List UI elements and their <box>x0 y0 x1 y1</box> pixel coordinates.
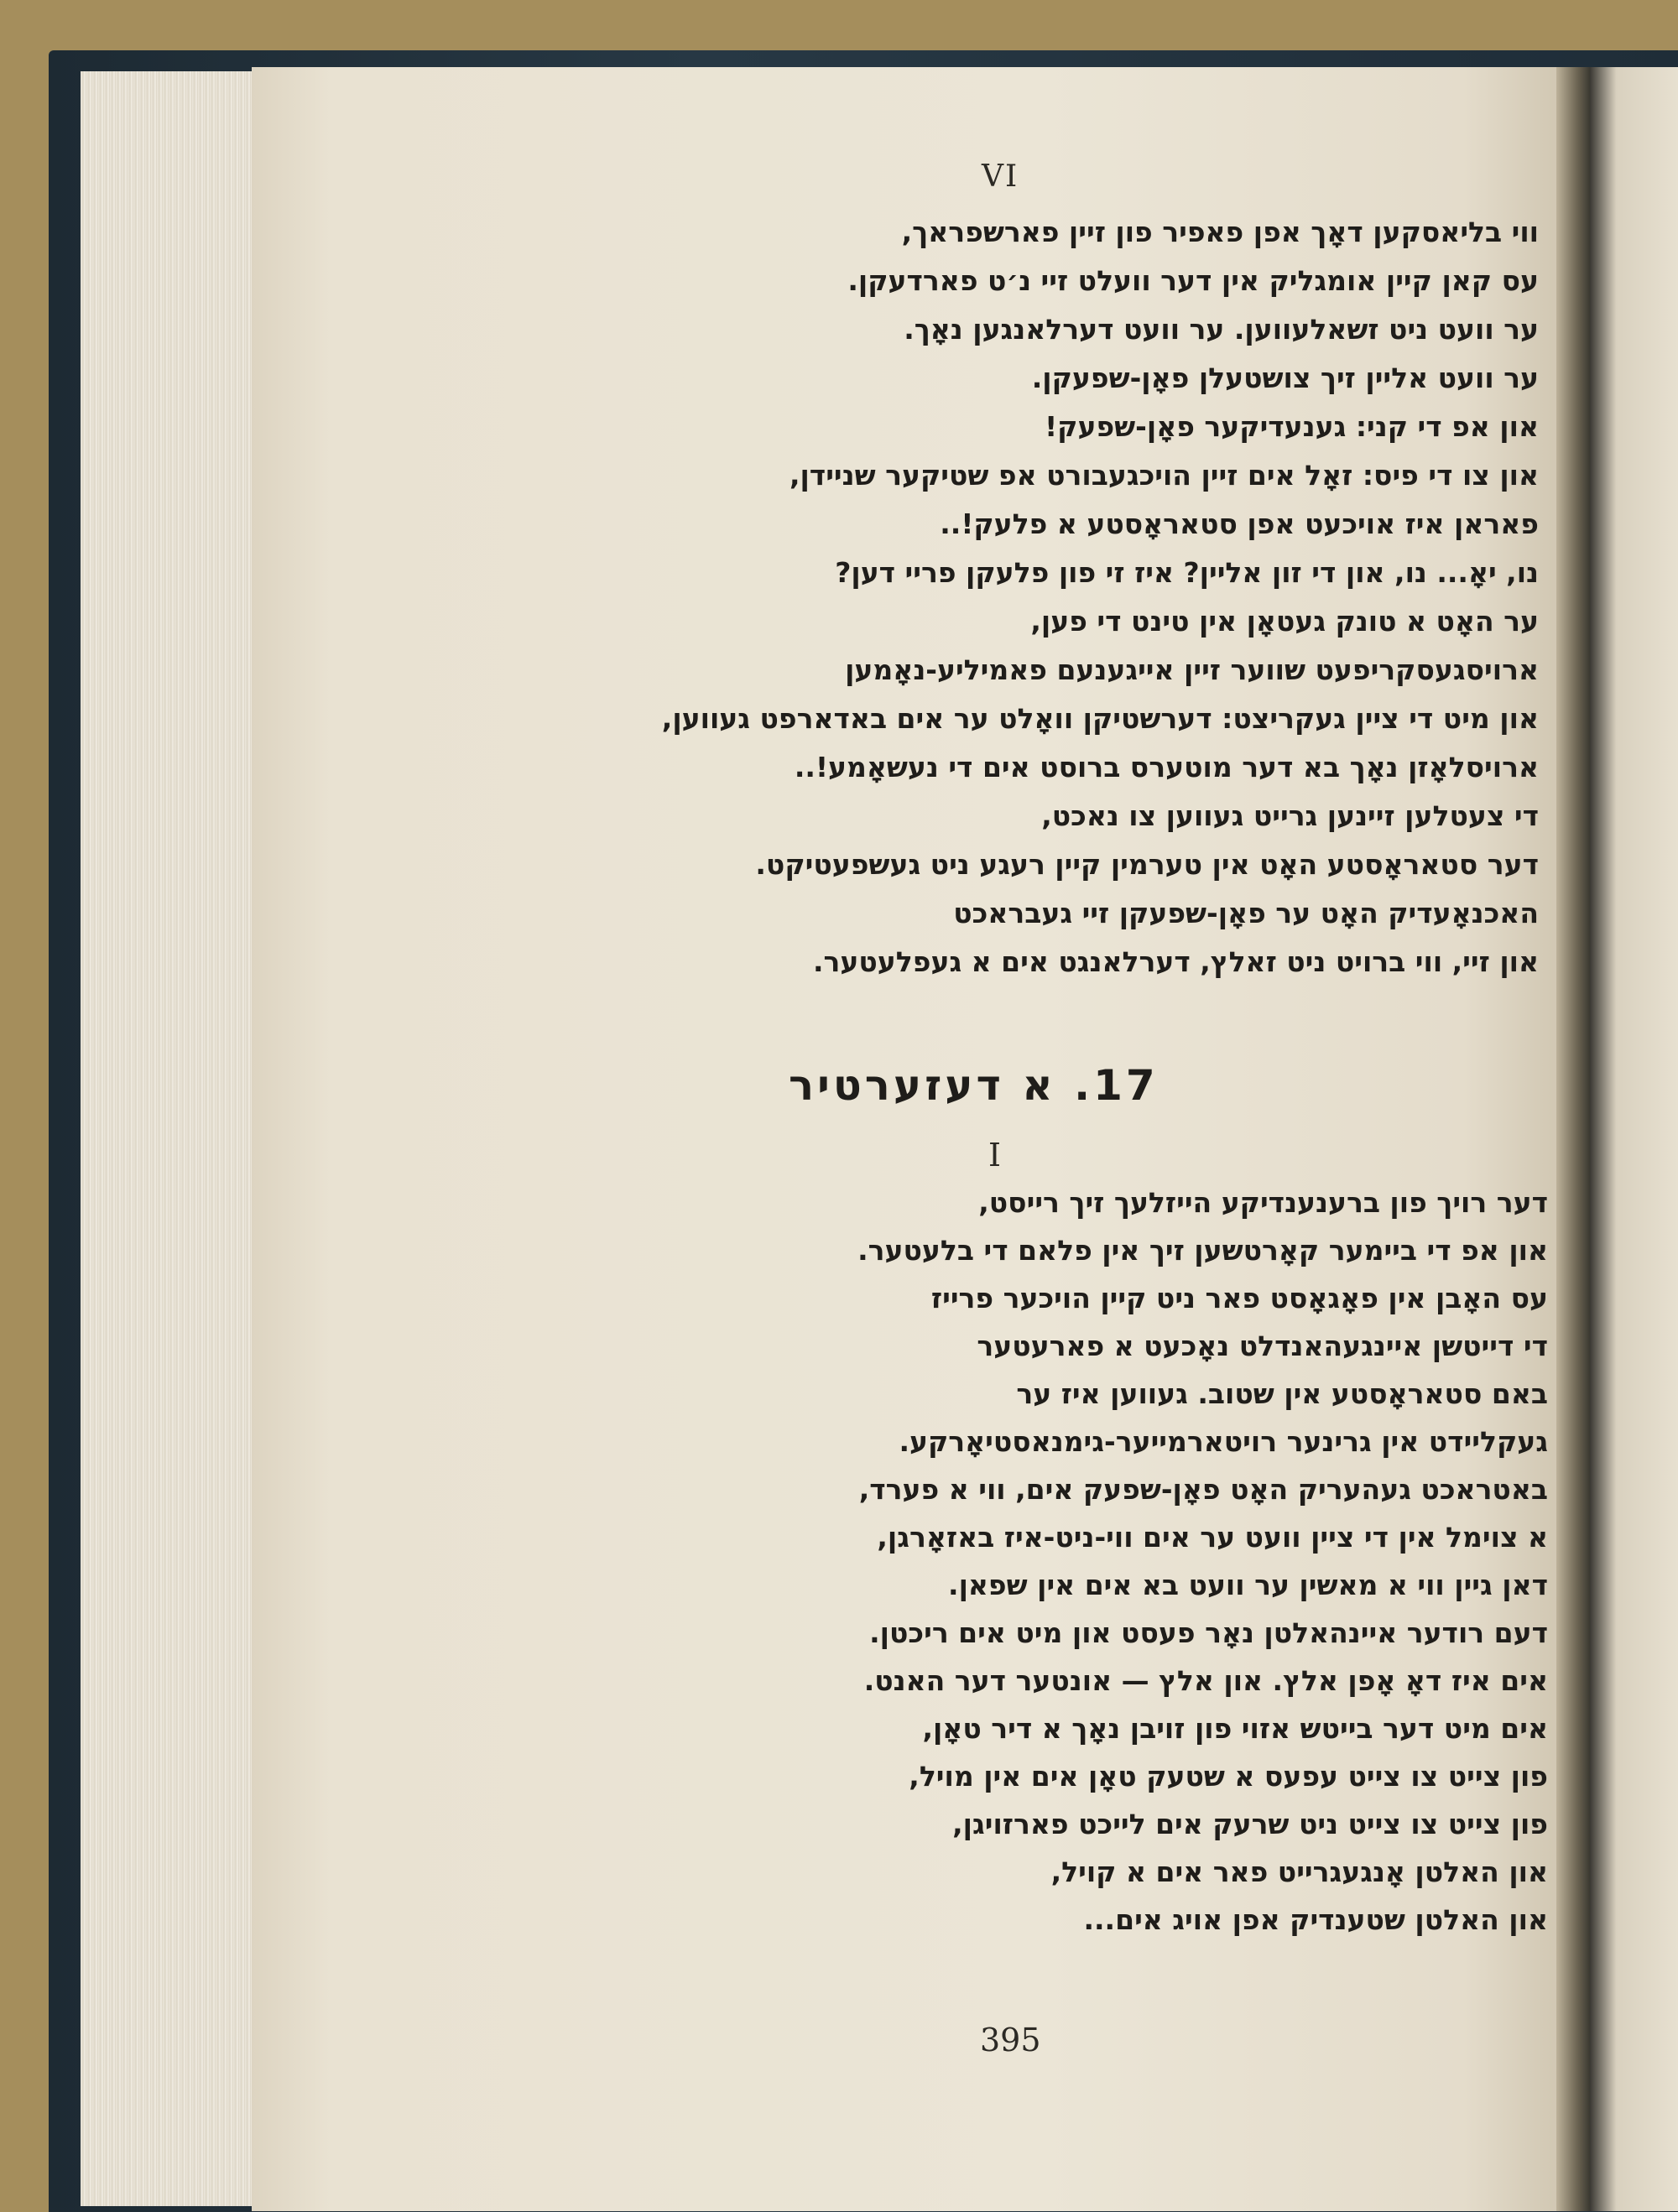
poem-line: ארויסגעסקריפעט שווער זיין אייגענעם פאמיליע-נאָמען <box>845 653 1539 686</box>
poem-line: דער רויך פון ברענענדיקע הייזלעך זיך רייסט, <box>978 1186 1548 1219</box>
poem-line: די צעטלען זיינען גרייט געווען צו נאכט, <box>1041 799 1539 832</box>
poem-line: דער סטאראָסטע האָט אין טערמין קיין רעגע ניט געשפעטיקט. <box>755 848 1539 881</box>
poem-line: פון צייט צו צייט ניט שרעק אים לייכט פארזויגן, <box>952 1808 1548 1840</box>
poem-line: ער וועט ניט זשאלעווען. ער וועט דערלאנגען נאָך. <box>904 313 1539 346</box>
page-header: VI <box>982 159 1019 194</box>
poem-line: דאן גיין ווי א מאשין ער וועט בא אים אין שפאן. <box>948 1569 1548 1601</box>
poem-line: פאראן איז אויכעט אפן סטאראָסטע א פלעק!.. <box>940 507 1539 540</box>
poem-line: און האלטן שטענדיק אפן אויג אים... <box>1083 1903 1548 1936</box>
poem-line: א צוימל אין די ציין וועט ער אים ווי-ניט-איז באזאָרגן, <box>877 1521 1548 1554</box>
poem-line: פון צייט צו צייט עפעס א שטעק טאָן אים אין מויל, <box>909 1760 1548 1793</box>
poem-line: האכנאָעדיק האָט ער פאָן-שפעקן זיי געבראכט <box>953 897 1539 929</box>
section-number: I <box>988 1137 1002 1174</box>
poem-line: די דייטשן איינגעהאנדלט נאָכעט א פארעטער <box>977 1330 1548 1362</box>
poem-line: ער וועט אליין זיך צושטעלן פאָן-שפעקן. <box>1031 362 1539 394</box>
poem-line: ווי בליאסקען דאָך אפן פאפיר פון זיין פארשפראך, <box>901 216 1539 248</box>
poem-line: און האלטן אָנגעגרייט פאר אים א קויל, <box>1050 1855 1548 1888</box>
poem-line: און אפ די ביימער קאָרטשען זיך אין פלאם די בלעטער. <box>857 1234 1548 1267</box>
page-edges <box>81 71 274 2206</box>
poem-line: אים מיט דער בייטש אזוי פון זויבן נאָך א דיר טאָן, <box>922 1712 1548 1745</box>
poem-line: עס קאן קיין אומגליק אין דער וועלט זיי נ׳ט פארדעקן. <box>847 264 1539 297</box>
poem-line: און מיט די ציין געקריצט: דערשטיקן וואָלט ער אים באדארפט געווען, <box>661 702 1539 735</box>
poem-line: דעם רודער איינהאלטן נאָר פעסט און מיט אים ריכטן. <box>869 1616 1548 1649</box>
poem-line: נו, יאָ... נו, און די זון אליין? איז זי פון פלעקן פריי דען? <box>835 556 1539 589</box>
poem-section-one <box>857 1179 1548 1944</box>
poem-line: און אפ די קני: גענעדיקער פאָן-שפעק! <box>1045 410 1539 443</box>
poem-stanza-continued <box>662 208 1539 986</box>
poem-line: און זיי, ווי ברויט ניט זאלץ, דערלאנגט אים א געפלעטער. <box>813 945 1539 978</box>
poem-line: געקליידט אין גרינער רויטארמייער-גימנאסטיאָרקע. <box>899 1425 1548 1458</box>
page-number: 395 <box>980 2022 1041 2058</box>
poem-line: ארויסלאָזן נאָך בא דער מוטערס ברוסט אים די נעשאָמע!.. <box>794 751 1539 783</box>
poem-line: עס האָבן אין פאָגאָסט פאר ניט קיין הויכער פרייז <box>930 1282 1548 1314</box>
poem-line: און צו די פיס: זאָל אים זיין הויכגעבורט אפ שטיקער שניידן, <box>789 459 1539 492</box>
book-gutter <box>1556 67 1594 2211</box>
poem-line: באם סטאראָסטע אין שטוב. געווען איז ער <box>1016 1377 1548 1410</box>
poem-line: ער האָט א טונק געטאָן אין טינט די פען, <box>1030 605 1539 638</box>
facing-page-edge <box>1590 67 1678 2211</box>
poem-line: באטראכט געהעריק האָט פאָן-שפעק אים, ווי א פערד, <box>858 1473 1548 1506</box>
chapter-title: 17. א דעזערטיר <box>789 1061 1159 1110</box>
poem-line: אים איז דאָ אָפן אלץ. און אלץ — אונטער דער האנט. <box>863 1664 1548 1697</box>
